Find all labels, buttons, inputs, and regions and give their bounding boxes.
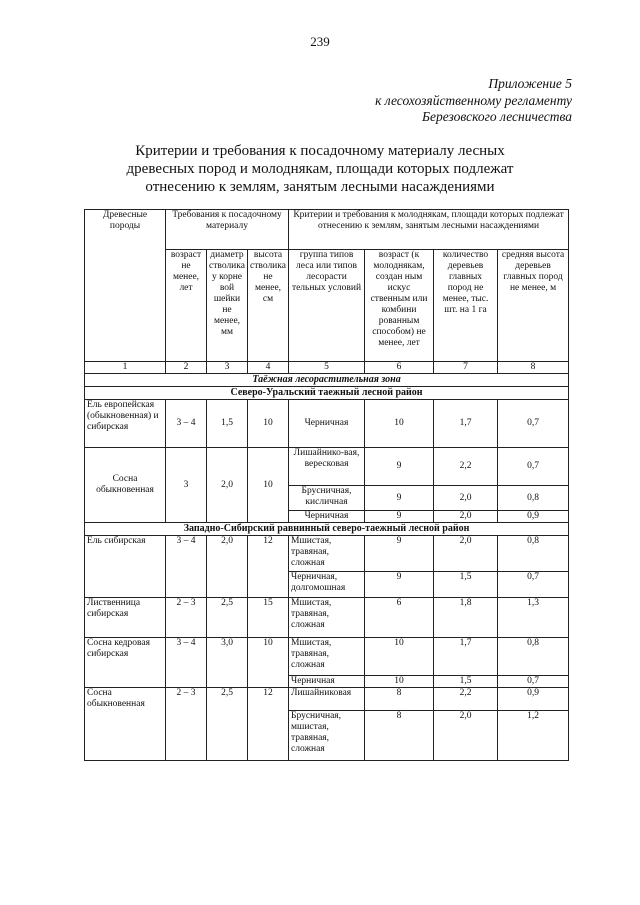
diameter-cell: 2,0 xyxy=(207,536,248,572)
height-cell: 10 xyxy=(248,448,289,523)
avg-height-cell: 0,8 xyxy=(498,486,569,511)
column-number: 1 xyxy=(85,362,166,374)
avg-height-cell: 0,8 xyxy=(498,536,569,572)
table-row xyxy=(85,598,569,638)
young-age-cell: 8 xyxy=(365,688,434,711)
forest-type-cell: Брусничная, кисличная xyxy=(289,486,365,511)
avg-height-cell: 0,7 xyxy=(498,572,569,598)
young-age-cell: 9 xyxy=(365,572,434,598)
count-cell: 1,8 xyxy=(434,598,498,638)
count-cell: 2,0 xyxy=(434,710,498,760)
species-cell: Ель сибирская xyxy=(85,536,166,572)
table-row xyxy=(85,572,569,598)
young-age-cell: 9 xyxy=(365,486,434,511)
young-age-cell: 9 xyxy=(365,448,434,486)
young-age-cell: 9 xyxy=(365,536,434,572)
header-youngstand-group: Критерии и требования к молоднякам, площади которых подлежат отнесению к землям, занятым лесными насаждениями xyxy=(289,210,569,250)
appendix-line: к лесохозяйственному регламенту xyxy=(375,92,572,108)
height-cell: 10 xyxy=(248,638,289,676)
forest-type-cell: Лишайнико-вая, вересковая xyxy=(289,448,365,486)
diameter-cell: 2,5 xyxy=(207,688,248,711)
table-row xyxy=(85,688,569,711)
avg-height-cell: 0,7 xyxy=(498,400,569,448)
species-cell: Ель европейская (обыкновенная) и сибирская xyxy=(85,400,166,448)
young-age-cell: 8 xyxy=(365,710,434,760)
document-title xyxy=(100,142,540,196)
region-row xyxy=(85,387,569,400)
header-planting-group: Требования к посадочному материалу xyxy=(166,210,289,250)
header-avg-height: средняя высота деревьев главных пород не менее, м xyxy=(498,250,569,362)
header-forest-type: группа типов леса или типов лесорасти тельных условий xyxy=(289,250,365,362)
table-row xyxy=(85,448,569,486)
column-number: 5 xyxy=(289,362,365,374)
title-line: Критерии и требования к посадочному материалу лесных xyxy=(135,143,505,159)
forest-type-cell: Черничная xyxy=(289,676,365,688)
avg-height-cell: 0,9 xyxy=(498,688,569,711)
table-row xyxy=(85,400,569,448)
age-cell: 3 – 4 xyxy=(166,638,207,676)
forest-type-cell: Черничная, долгомошная xyxy=(289,572,365,598)
avg-height-cell: 1,2 xyxy=(498,710,569,760)
count-cell: 1,7 xyxy=(434,638,498,676)
region-title: Северо-Уральский таежный лесной район xyxy=(85,387,569,400)
page-number: 239 xyxy=(310,34,330,49)
column-number: 2 xyxy=(166,362,207,374)
header-species: Древесные породы xyxy=(85,210,166,362)
forest-type-cell: Лишайниковая xyxy=(289,688,365,711)
height-cell: 10 xyxy=(248,400,289,448)
diameter-cell: 2,0 xyxy=(207,448,248,523)
diameter-cell: 2,5 xyxy=(207,598,248,638)
count-cell: 2,2 xyxy=(434,688,498,711)
criteria-table xyxy=(84,209,569,761)
appendix-line: Березовского лесничества xyxy=(422,109,572,124)
young-age-cell: 10 xyxy=(365,400,434,448)
header-height: высота стволика не менее, см xyxy=(248,250,289,362)
age-cell: 2 – 3 xyxy=(166,688,207,711)
table-row xyxy=(85,536,569,572)
header-young-age: возраст (к молоднякам, создан ным искус ственным или комбини рованным способом) не менее, лет xyxy=(365,250,434,362)
diameter-cell: 1,5 xyxy=(207,400,248,448)
young-age-cell: 9 xyxy=(365,511,434,523)
forest-type-cell: Брусничная, мшистая, травяная, сложная xyxy=(289,710,365,760)
forest-type-cell: Мшистая, травяная, сложная xyxy=(289,638,365,676)
region-title: Западно-Сибирский равнинный северо-таежный лесной район xyxy=(85,523,569,536)
header-row xyxy=(85,210,569,250)
age-cell: 2 – 3 xyxy=(166,598,207,638)
region-row xyxy=(85,523,569,536)
column-number: 6 xyxy=(365,362,434,374)
column-number: 7 xyxy=(434,362,498,374)
forest-type-cell: Черничная xyxy=(289,400,365,448)
appendix-line: Приложение 5 xyxy=(488,76,572,91)
height-cell: 12 xyxy=(248,536,289,572)
column-number: 3 xyxy=(207,362,248,374)
forest-type-cell: Черничная xyxy=(289,511,365,523)
header-age: возраст не менее, лет xyxy=(166,250,207,362)
species-cell: Лиственница сибирская xyxy=(85,598,166,638)
count-cell: 2,2 xyxy=(434,448,498,486)
avg-height-cell: 0,7 xyxy=(498,676,569,688)
appendix-note xyxy=(375,76,572,126)
zone-row xyxy=(85,374,569,387)
forest-type-cell: Мшистая, травяная, сложная xyxy=(289,598,365,638)
count-cell: 2,0 xyxy=(434,536,498,572)
age-cell: 3 – 4 xyxy=(166,400,207,448)
age-cell: 3 – 4 xyxy=(166,536,207,572)
young-age-cell: 10 xyxy=(365,638,434,676)
count-cell: 1,7 xyxy=(434,400,498,448)
column-number-row xyxy=(85,362,569,374)
height-cell: 15 xyxy=(248,598,289,638)
count-cell: 1,5 xyxy=(434,676,498,688)
count-cell: 2,0 xyxy=(434,511,498,523)
zone-title: Таёжная лесорастительная зона xyxy=(85,374,569,387)
table-row xyxy=(85,710,569,760)
forest-type-cell: Мшистая, травяная, сложная xyxy=(289,536,365,572)
avg-height-cell: 0,9 xyxy=(498,511,569,523)
header-count: количество деревьев главных пород не менее, тыс. шт. на 1 га xyxy=(434,250,498,362)
avg-height-cell: 0,8 xyxy=(498,638,569,676)
diameter-cell: 3,0 xyxy=(207,638,248,676)
young-age-cell: 10 xyxy=(365,676,434,688)
table-row xyxy=(85,638,569,676)
title-line: древесных пород и молоднякам, площади которых подлежат xyxy=(126,161,514,177)
table-row xyxy=(85,676,569,688)
age-cell: 3 xyxy=(166,448,207,523)
height-cell: 12 xyxy=(248,688,289,711)
count-cell: 2,0 xyxy=(434,486,498,511)
column-number: 8 xyxy=(498,362,569,374)
header-diameter: диаметр стволика у корне вой шейки не менее, мм xyxy=(207,250,248,362)
species-cell: Сосна кедровая сибирская xyxy=(85,638,166,676)
column-number: 4 xyxy=(248,362,289,374)
avg-height-cell: 0,7 xyxy=(498,448,569,486)
title-line: отнесению к землям, занятым лесными насаждениями xyxy=(145,179,495,195)
count-cell: 1,5 xyxy=(434,572,498,598)
species-cell: Сосна обыкновенная xyxy=(85,688,166,711)
young-age-cell: 6 xyxy=(365,598,434,638)
species-cell: Сосна обыкновенная xyxy=(85,448,166,523)
avg-height-cell: 1,3 xyxy=(498,598,569,638)
